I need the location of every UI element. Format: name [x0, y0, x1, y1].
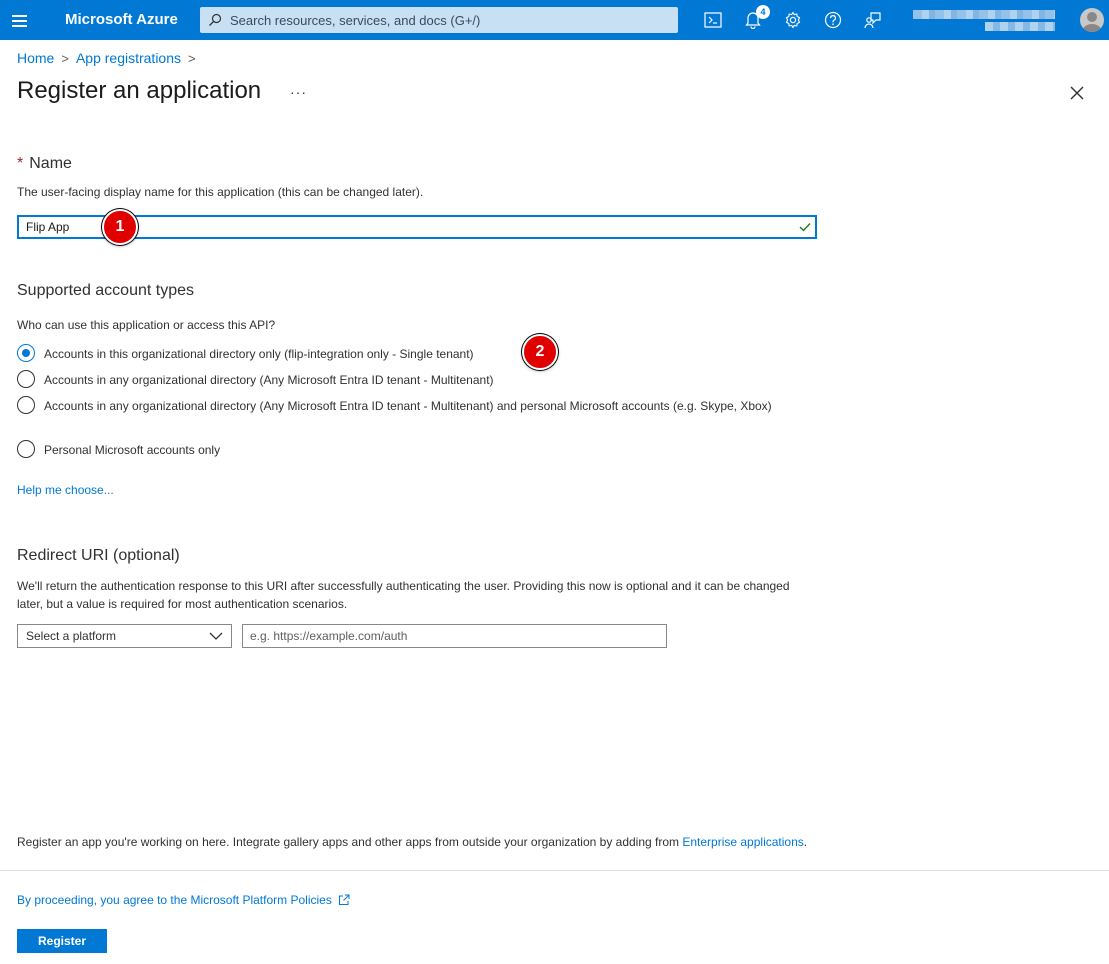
checkmark-icon	[799, 221, 811, 233]
radio-label: Personal Microsoft accounts only	[44, 443, 221, 457]
search-input[interactable]	[230, 7, 670, 33]
radio-single-tenant[interactable]	[17, 345, 804, 363]
global-search[interactable]	[200, 7, 678, 33]
radio-button[interactable]	[17, 370, 35, 388]
footer-note	[17, 835, 807, 849]
menu-icon[interactable]	[10, 11, 30, 29]
page-title: Register an application	[17, 77, 262, 104]
name-description: The user-facing display name for this application (this can be changed later).	[17, 185, 424, 199]
redirect-uri-title: Redirect URI (optional)	[17, 547, 180, 564]
radio-label: Accounts in this organizational directory only (flip-integration only - Single tenant)	[44, 347, 474, 361]
account-types-title: Supported account types	[17, 282, 195, 299]
account-name-redacted[interactable]	[913, 8, 1078, 32]
register-button[interactable]: Register	[17, 929, 107, 953]
name-section-title	[17, 155, 72, 173]
required-mark: *	[17, 155, 24, 172]
radio-button[interactable]	[17, 396, 35, 414]
chevron-down-icon	[209, 631, 223, 641]
cloud-shell-icon	[704, 12, 722, 28]
radio-multitenant[interactable]	[17, 371, 804, 389]
help-icon	[824, 11, 842, 29]
gear-icon	[784, 11, 802, 29]
redirect-uri-input[interactable]	[242, 624, 667, 648]
more-options-button[interactable]: ···	[290, 84, 307, 100]
radio-button[interactable]	[17, 440, 35, 458]
notification-count-badge: 4	[756, 5, 770, 19]
radio-label: Accounts in any organizational directory (Any Microsoft Entra ID tenant - Multitenant)	[44, 373, 494, 387]
annotation-marker-1: 1	[102, 209, 138, 245]
platform-policies-link[interactable]	[17, 893, 350, 907]
feedback-button[interactable]	[853, 0, 893, 40]
name-label: Name	[29, 155, 72, 172]
top-bar	[0, 0, 1109, 40]
breadcrumb	[17, 50, 203, 66]
search-icon	[208, 13, 222, 27]
breadcrumb-app-registrations-link[interactable]: App registrations	[75, 50, 182, 66]
brand-title[interactable]: Microsoft Azure	[65, 11, 178, 28]
platform-policies-text[interactable]: By proceeding, you agree to the Microsoft Platform Policies	[17, 893, 332, 907]
chevron-right-icon: >	[61, 51, 69, 66]
close-icon[interactable]	[1066, 82, 1088, 104]
redirect-uri-description: We'll return the authentication response to this URI after successfully authenticating the user. Providing this now is optional and it can be changed later, but a value is required for most authentication scenarios.	[17, 579, 790, 611]
breadcrumb-home-link[interactable]: Home	[17, 50, 55, 66]
chevron-right-icon: >	[188, 51, 196, 66]
annotation-marker-2: 2	[522, 334, 558, 370]
avatar-icon[interactable]	[1080, 8, 1104, 32]
settings-button[interactable]	[773, 0, 813, 40]
radio-button-selected[interactable]	[17, 344, 35, 362]
name-input[interactable]	[26, 217, 786, 237]
radio-label: Accounts in any organizational directory (Any Microsoft Entra ID tenant - Multitenant) and personal Microsoft accounts (e.g. Skype, Xbox)	[44, 399, 772, 413]
external-link-icon	[338, 894, 350, 906]
platform-select-value: Select a platform	[26, 629, 117, 643]
cloud-shell-button[interactable]	[693, 0, 733, 40]
radio-multitenant-personal[interactable]	[17, 397, 804, 415]
notifications-button[interactable]	[733, 0, 773, 40]
footer-note-period: .	[803, 835, 808, 849]
help-button[interactable]	[813, 0, 853, 40]
radio-personal-only[interactable]	[17, 441, 804, 459]
help-me-choose-link[interactable]: Help me choose...	[17, 483, 114, 497]
account-types-question: Who can use this application or access this API?	[17, 318, 276, 332]
footer-note-text: Register an app you're working on here. Integrate gallery apps and other apps from outside your organization by adding from	[17, 835, 683, 849]
feedback-icon	[864, 11, 882, 29]
platform-select[interactable]	[17, 624, 232, 648]
enterprise-applications-link[interactable]: Enterprise applications	[682, 835, 804, 849]
divider	[0, 870, 1109, 871]
